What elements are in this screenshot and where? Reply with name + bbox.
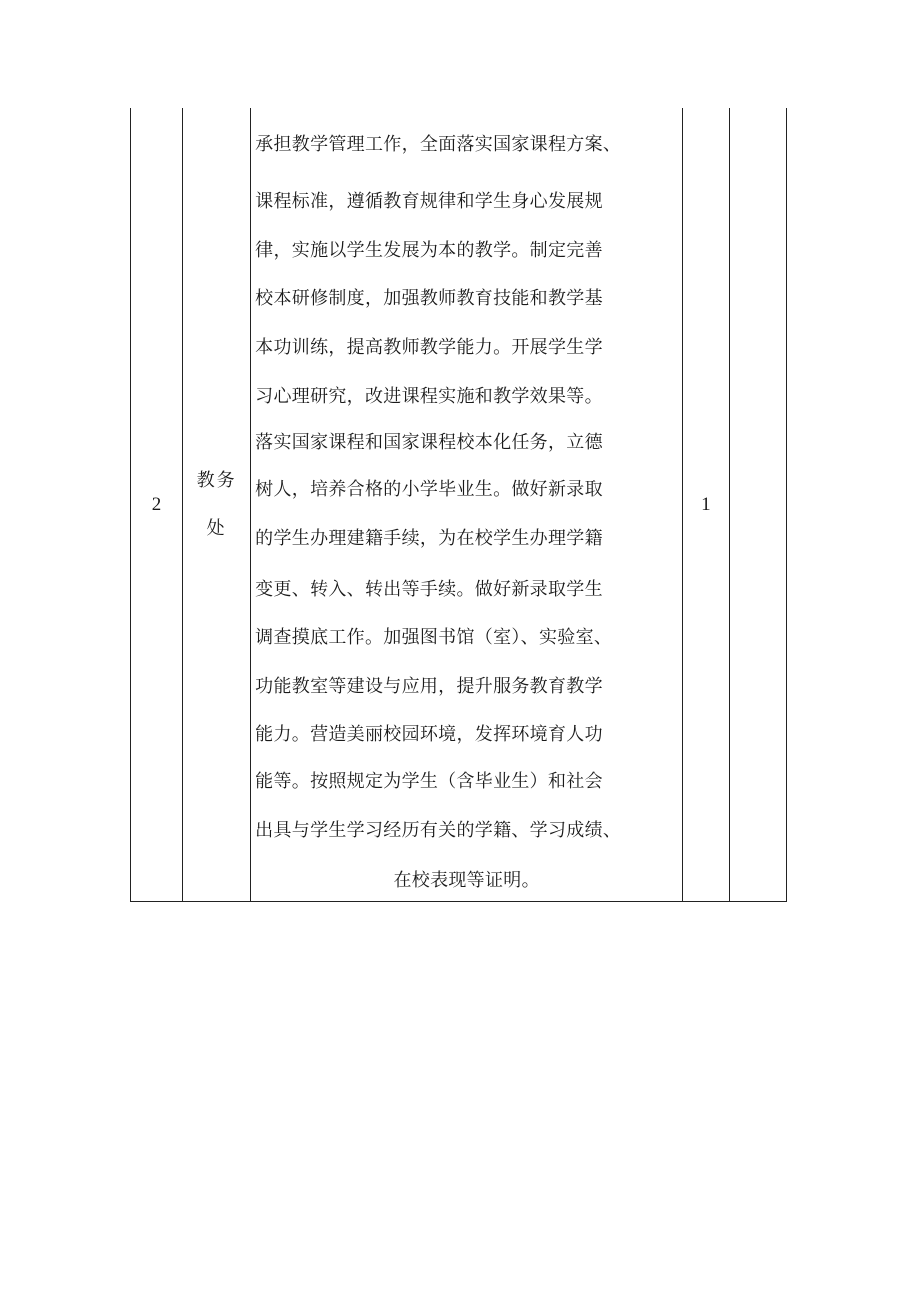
duty-table (130, 108, 787, 902)
department-line-2: 处 (206, 517, 227, 539)
note-cell (729, 108, 786, 902)
duty-description-cell (251, 108, 683, 902)
department-cell (183, 108, 251, 902)
duty-line: 出具与学生学习经历有关的学籍、学习成绩、 (255, 820, 622, 841)
duty-line: 的学生办理建籍手续，为在校学生办理学籍 (255, 528, 603, 549)
count-cell (682, 108, 729, 902)
duty-line: 能力。营造美丽校园环境，发挥环境育人功 (255, 724, 603, 745)
staff-count: 1 (701, 493, 711, 515)
duty-line: 能等。按照规定为学生（含毕业生）和社会 (255, 771, 603, 792)
duty-line: 习心理研究，改进课程实施和教学效果等。 (255, 386, 603, 407)
duty-description (251, 108, 682, 902)
duty-line: 调查摸底工作。加强图书馆（室）、实验室、 (255, 627, 613, 648)
duty-line: 校本研修制度，加强教师教育技能和教学基 (255, 288, 603, 309)
row-number: 2 (151, 493, 162, 515)
duty-line: 在校表现等证明。 (393, 870, 540, 891)
row-number-cell (131, 108, 183, 902)
duty-line: 本功训练，提高教师教学能力。开展学生学 (255, 337, 603, 358)
duty-line: 课程标准，遵循教育规律和学生身心发展规 (255, 191, 603, 212)
department-name (192, 457, 242, 553)
department-line-1: 教务 (196, 469, 237, 491)
duty-line: 功能教室等建设与应用，提升服务教育教学 (255, 676, 603, 697)
table-row (131, 108, 787, 902)
duty-line: 律，实施以学生发展为本的教学。制定完善 (255, 240, 603, 261)
duty-line: 树人，培养合格的小学毕业生。做好新录取 (255, 479, 603, 500)
duty-line: 变更、转入、转出等手续。做好新录取学生 (255, 579, 603, 600)
duty-line: 落实国家课程和国家课程校本化任务，立德 (255, 432, 603, 453)
duty-line: 承担教学管理工作，全面落实国家课程方案、 (255, 134, 622, 155)
